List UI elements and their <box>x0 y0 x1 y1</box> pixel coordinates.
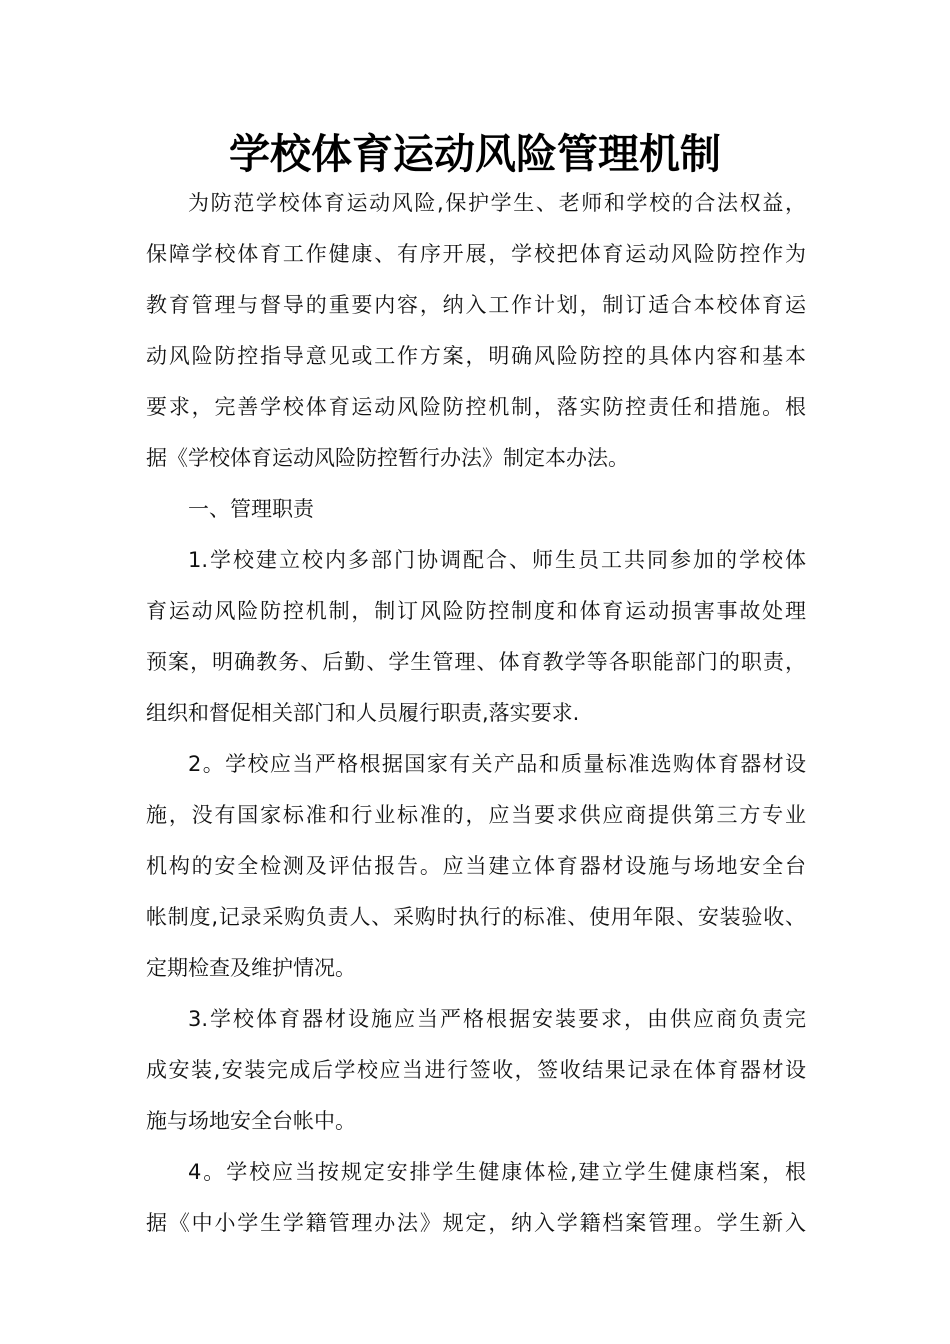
body-line: 机构的安全检测及评估报告。应当建立体育器材设施与场地安全台 <box>146 854 806 878</box>
body-line: 1.学校建立校内多部门协调配合、师生员工共同参加的学校体 <box>188 548 806 572</box>
body-line: 教育管理与督导的重要内容，纳入工作计划，制订适合本校体育运 <box>146 293 806 317</box>
body-line: 成安装,安装完成后学校应当进行签收，签收结果记录在体育器材设 <box>146 1058 806 1082</box>
body-line: 组织和督促相关部门和人员履行职责,落实要求. <box>146 701 580 725</box>
document-body <box>146 178 806 1249</box>
body-line: 动风险防控指导意见或工作方案，明确风险防控的具体内容和基本 <box>146 344 806 368</box>
body-line: 预案，明确教务、后勤、学生管理、体育教学等各职能部门的职责， <box>146 650 806 674</box>
body-line: 育运动风险防控机制，制订风险防控制度和体育运动损害事故处理 <box>146 599 806 623</box>
body-line: 施，没有国家标准和行业标准的，应当要求供应商提供第三方专业 <box>146 803 806 827</box>
body-line: 据《学校体育运动风险防控暂行办法》制定本办法。 <box>146 446 629 470</box>
body-line: 施与场地安全台帐中。 <box>146 1109 356 1133</box>
body-line: 保障学校体育工作健康、有序开展，学校把体育运动风险防控作为 <box>146 242 806 266</box>
body-line: 要求，完善学校体育运动风险防控机制，落实防控责任和措施。根 <box>146 395 806 419</box>
body-line: 定期检查及维护情况。 <box>146 956 356 980</box>
body-line: 一、管理职责 <box>188 497 314 521</box>
document-title: 学校体育运动风险管理机制 <box>229 130 721 178</box>
body-line: 为防范学校体育运动风险,保护学生、老师和学校的合法权益， <box>188 191 806 215</box>
body-line: 4。学校应当按规定安排学生健康体检,建立学生健康档案，根 <box>188 1160 806 1184</box>
body-line: 帐制度,记录采购负责人、采购时执行的标准、使用年限、安装验收、 <box>146 905 806 929</box>
body-line: 2。学校应当严格根据国家有关产品和质量标准选购体育器材设 <box>188 752 806 776</box>
body-line: 据《中小学生学籍管理办法》规定，纳入学籍档案管理。学生新入 <box>146 1211 806 1235</box>
body-line: 3.学校体育器材设施应当严格根据安装要求，由供应商负责完 <box>188 1007 806 1031</box>
